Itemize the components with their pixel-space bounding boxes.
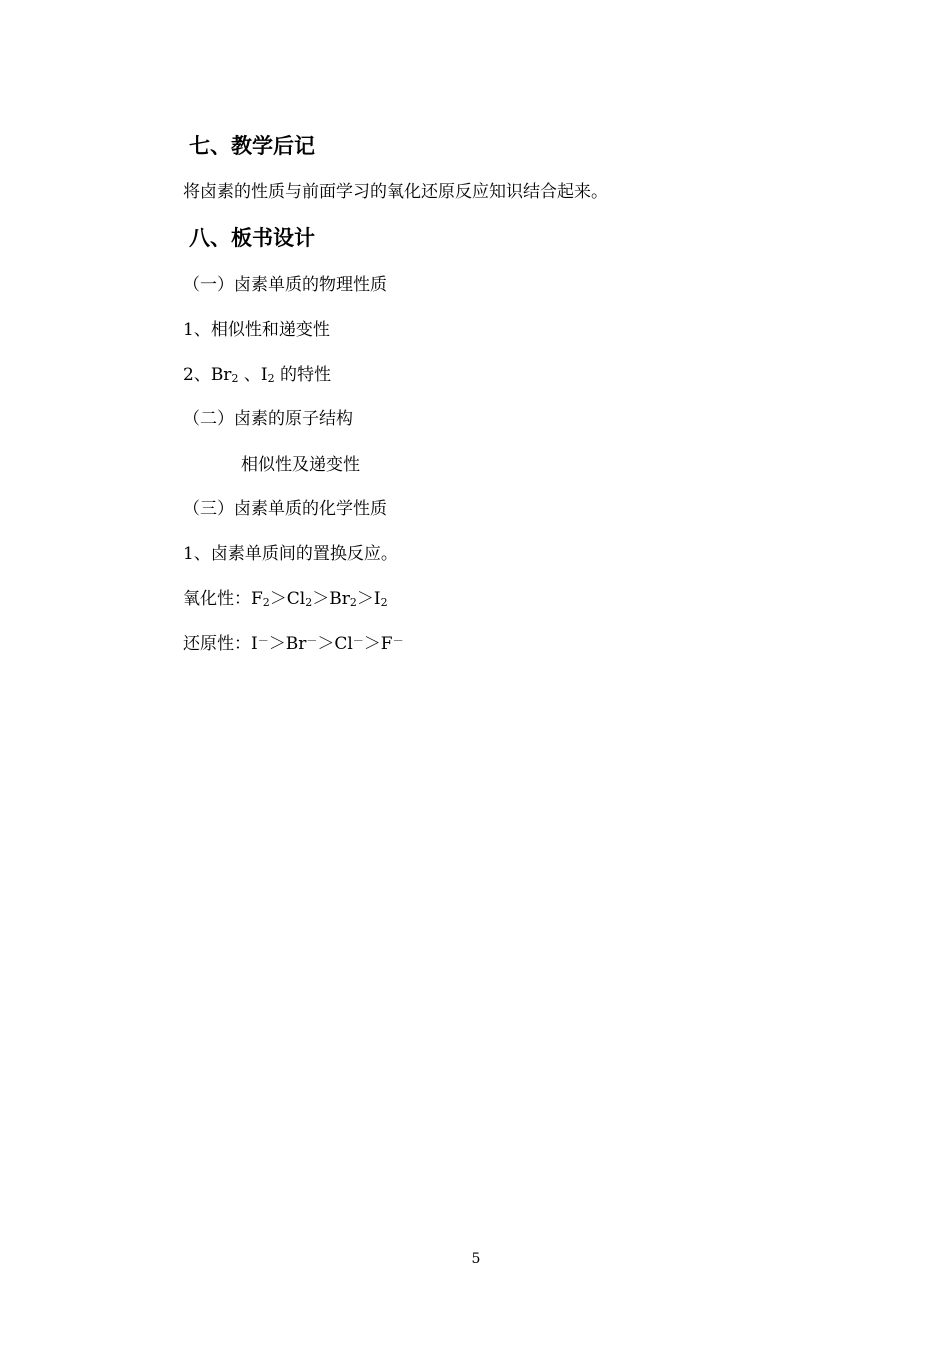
superscript-charge: － xyxy=(392,634,404,647)
superscript-charge: － xyxy=(257,634,269,647)
teaching-notes-text: 将卤素的性质与前面学习的氧化还原反应知识结合起来。 xyxy=(183,182,608,202)
properties-suffix: 的特性 xyxy=(274,365,331,385)
formula-text: ＞Cl xyxy=(269,589,306,609)
oxidizing-label: 氧化性： xyxy=(183,589,251,609)
superscript-charge: － xyxy=(352,634,364,647)
subsection-chemical-properties: （三）卤素单质的化学性质 xyxy=(183,499,387,519)
list-item-atomic-similarity: 相似性及递变性 xyxy=(241,455,360,475)
list-item-displacement-reaction: 1、卤素单质间的置换反应。 xyxy=(183,544,398,564)
subscript: 2 xyxy=(349,596,357,609)
formula-text: ＞I xyxy=(356,589,381,609)
list-item-br2-i2-properties xyxy=(183,361,331,389)
subscript: 2 xyxy=(305,596,313,609)
formula-text: ＞Cl xyxy=(317,634,353,654)
subscript: 2 xyxy=(380,596,388,609)
i2-text: 、I xyxy=(238,365,268,385)
section-heading-teaching-notes: 七、教学后记 xyxy=(189,134,315,158)
reducing-order xyxy=(183,630,404,658)
list-item-similarity-gradation: 1、相似性和递变性 xyxy=(183,320,330,340)
subsection-physical-properties: （一）卤素单质的物理性质 xyxy=(183,275,387,295)
formula-text: ＞Br xyxy=(312,589,350,609)
superscript-charge: － xyxy=(306,634,318,647)
section-heading-board-design: 八、板书设计 xyxy=(189,226,315,250)
subscript: 2 xyxy=(267,372,275,385)
formula-text: F xyxy=(251,589,263,609)
reducing-label: 还原性： xyxy=(183,634,251,654)
formula-text: ＞Br xyxy=(268,634,307,654)
formula-text: I xyxy=(251,634,258,654)
page-number: 5 xyxy=(471,1251,481,1267)
oxidizing-order xyxy=(183,585,388,613)
subscript: 2 xyxy=(231,372,239,385)
subsection-atomic-structure: （二）卤素的原子结构 xyxy=(183,409,353,429)
br2-prefix: 2、Br xyxy=(183,365,232,385)
subscript: 2 xyxy=(262,596,270,609)
formula-text: ＞F xyxy=(363,634,393,654)
